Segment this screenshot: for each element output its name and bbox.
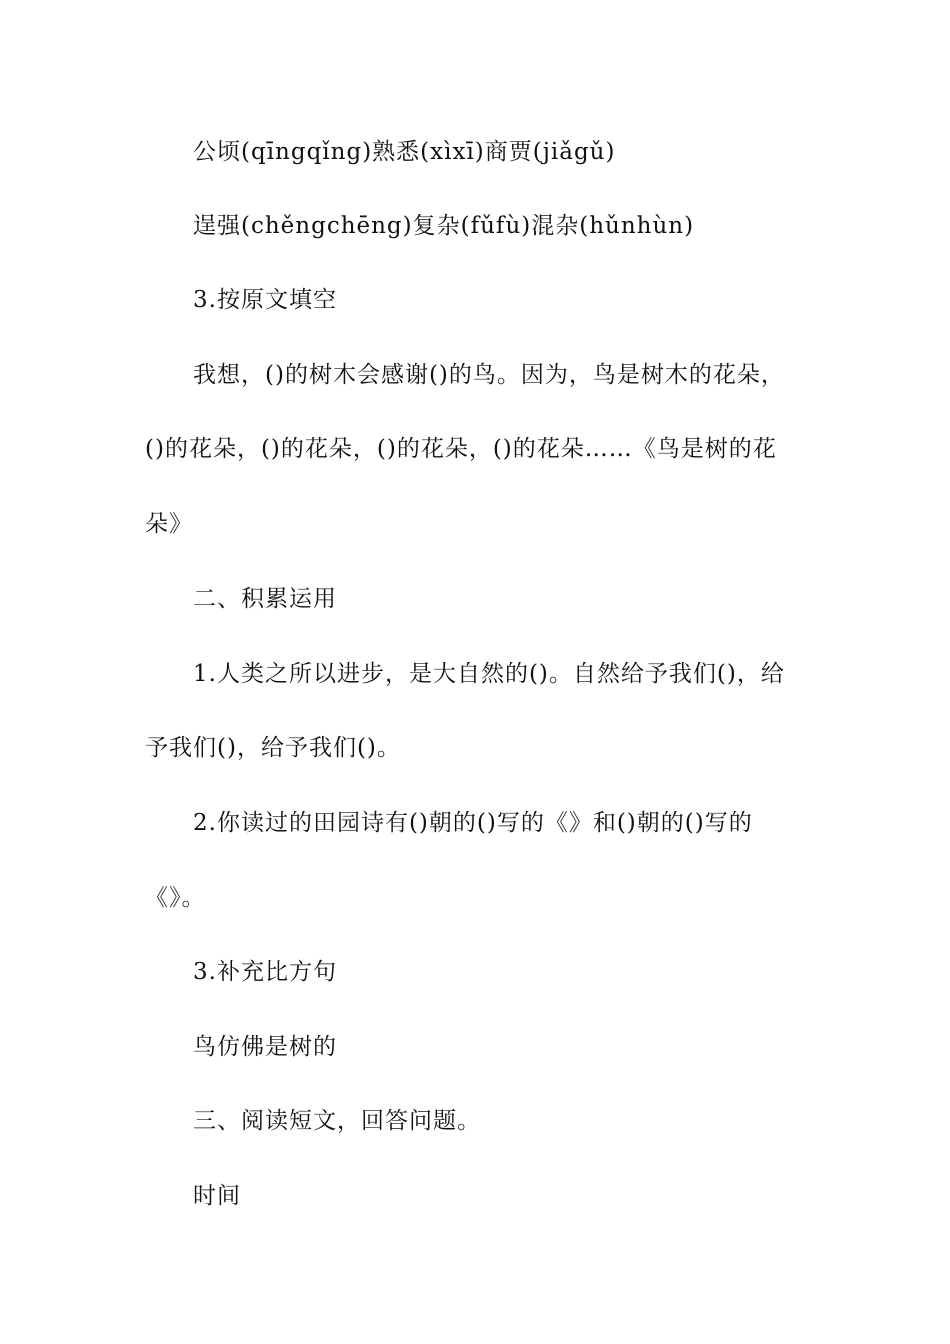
paragraph-line: 2.你读过的田园诗有()朝的()写的《》和()朝的()写的 xyxy=(193,810,753,836)
section-heading-accumulation: 二、积累运用 xyxy=(193,586,337,612)
passage-title: 时间 xyxy=(193,1183,241,1209)
section-heading-reading: 三、阅读短文，回答问题。 xyxy=(193,1108,481,1134)
question-heading-fill-blank: 3.按原文填空 xyxy=(193,287,337,313)
paragraph-line: 《》。 xyxy=(145,885,206,911)
paragraph-line: 朵》 xyxy=(145,511,193,537)
paragraph-line: 1.人类之所以进步，是大自然的()。自然给予我们()，给 xyxy=(193,661,785,687)
paragraph-line: 予我们()，给予我们()。 xyxy=(145,735,401,761)
pinyin-line-2: 逞强(chěngchēng)复杂(fǔfù)混杂(hǔnhùn) xyxy=(193,213,695,239)
paragraph-line: 鸟仿佛是树的 xyxy=(193,1034,337,1060)
pinyin-line-1: 公顷(qīngqǐng)熟悉(xìxī)商贾(jiǎgǔ) xyxy=(193,139,616,165)
question-heading-metaphor: 3.补充比方句 xyxy=(193,959,337,985)
paragraph-line: ()的花朵，()的花朵，()的花朵，()的花朵……《鸟是树的花 xyxy=(145,436,777,462)
paragraph-line: 我想，()的树木会感谢()的鸟。因为，鸟是树木的花朵， xyxy=(193,362,785,388)
